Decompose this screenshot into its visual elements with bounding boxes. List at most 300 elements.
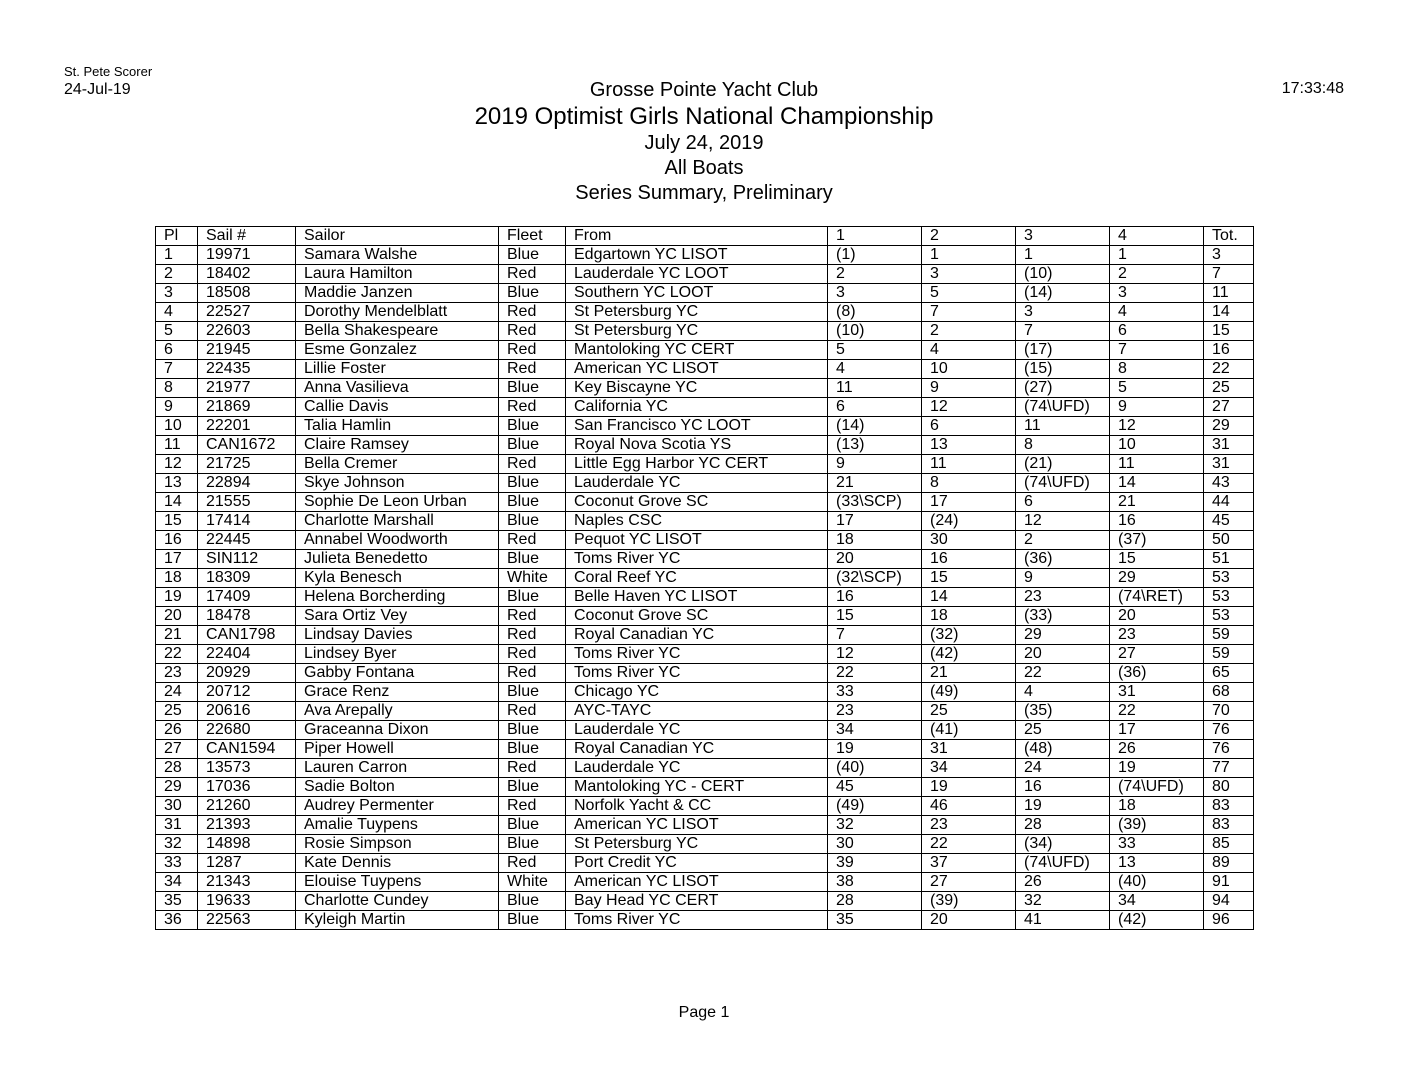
cell-from: Port Credit YC: [566, 854, 828, 873]
cell-race-4: 17: [1110, 721, 1204, 740]
cell-race-4: 23: [1110, 626, 1204, 645]
cell-sailor: Gabby Fontana: [296, 664, 499, 683]
cell-race-1: 35: [828, 911, 922, 930]
cell-sail-number: 19633: [198, 892, 296, 911]
cell-fleet: Blue: [499, 911, 566, 930]
table-row: [156, 892, 1254, 911]
cell-from: Norfolk Yacht & CC: [566, 797, 828, 816]
cell-total: 53: [1204, 569, 1254, 588]
table-row: [156, 778, 1254, 797]
column-header-race-1: 1: [828, 227, 922, 246]
cell-race-1: (14): [828, 417, 922, 436]
cell-from: California YC: [566, 398, 828, 417]
cell-race-2: 9: [922, 379, 1016, 398]
cell-race-2: 31: [922, 740, 1016, 759]
cell-fleet: Red: [499, 455, 566, 474]
cell-place: 34: [156, 873, 198, 892]
cell-fleet: White: [499, 569, 566, 588]
cell-race-2: 3: [922, 265, 1016, 284]
cell-race-1: 38: [828, 873, 922, 892]
column-header-sail-number: Sail #: [198, 227, 296, 246]
cell-race-2: 16: [922, 550, 1016, 569]
cell-sailor: Kyleigh Martin: [296, 911, 499, 930]
cell-sail-number: 17036: [198, 778, 296, 797]
cell-race-1: 15: [828, 607, 922, 626]
cell-race-1: (10): [828, 322, 922, 341]
cell-total: 96: [1204, 911, 1254, 930]
cell-race-1: 19: [828, 740, 922, 759]
cell-race-3: 41: [1016, 911, 1110, 930]
table-row: [156, 664, 1254, 683]
cell-sail-number: CAN1672: [198, 436, 296, 455]
cell-race-2: (24): [922, 512, 1016, 531]
cell-race-1: 34: [828, 721, 922, 740]
cell-place: 15: [156, 512, 198, 531]
cell-race-4: 15: [1110, 550, 1204, 569]
cell-total: 16: [1204, 341, 1254, 360]
header-row: [156, 227, 1254, 246]
cell-race-3: (15): [1016, 360, 1110, 379]
cell-race-3: 26: [1016, 873, 1110, 892]
cell-race-3: (33): [1016, 607, 1110, 626]
cell-total: 51: [1204, 550, 1254, 569]
cell-race-4: 6: [1110, 322, 1204, 341]
cell-sail-number: 14898: [198, 835, 296, 854]
cell-sail-number: 22563: [198, 911, 296, 930]
cell-race-4: 34: [1110, 892, 1204, 911]
cell-place: 14: [156, 493, 198, 512]
table-row: [156, 455, 1254, 474]
cell-fleet: Blue: [499, 512, 566, 531]
cell-race-2: 7: [922, 303, 1016, 322]
cell-sail-number: 21977: [198, 379, 296, 398]
table-row: [156, 740, 1254, 759]
column-header-place: Pl: [156, 227, 198, 246]
cell-race-2: (32): [922, 626, 1016, 645]
cell-place: 3: [156, 284, 198, 303]
cell-from: Royal Canadian YC: [566, 740, 828, 759]
cell-sailor: Audrey Permenter: [296, 797, 499, 816]
cell-from: Pequot YC LISOT: [566, 531, 828, 550]
cell-race-1: 9: [828, 455, 922, 474]
cell-sailor: Julieta Benedetto: [296, 550, 499, 569]
cell-sail-number: 22680: [198, 721, 296, 740]
cell-race-3: 4: [1016, 683, 1110, 702]
cell-place: 22: [156, 645, 198, 664]
cell-race-2: 34: [922, 759, 1016, 778]
cell-from: Coconut Grove SC: [566, 607, 828, 626]
cell-fleet: Red: [499, 398, 566, 417]
cell-place: 7: [156, 360, 198, 379]
cell-race-2: 23: [922, 816, 1016, 835]
table-row: [156, 854, 1254, 873]
cell-total: 14: [1204, 303, 1254, 322]
cell-from: American YC LISOT: [566, 816, 828, 835]
table-row: [156, 531, 1254, 550]
cell-total: 77: [1204, 759, 1254, 778]
cell-race-4: 7: [1110, 341, 1204, 360]
cell-from: Coconut Grove SC: [566, 493, 828, 512]
cell-sailor: Lindsey Byer: [296, 645, 499, 664]
table-row: [156, 816, 1254, 835]
cell-race-3: 11: [1016, 417, 1110, 436]
column-header-from: From: [566, 227, 828, 246]
cell-race-1: (40): [828, 759, 922, 778]
cell-race-2: 10: [922, 360, 1016, 379]
cell-race-1: 21: [828, 474, 922, 493]
cell-total: 45: [1204, 512, 1254, 531]
cell-fleet: Blue: [499, 816, 566, 835]
cell-race-3: (74\UFD): [1016, 474, 1110, 493]
table-row: [156, 379, 1254, 398]
cell-sail-number: 19971: [198, 246, 296, 265]
cell-sail-number: 17409: [198, 588, 296, 607]
cell-race-1: 45: [828, 778, 922, 797]
cell-sail-number: 18508: [198, 284, 296, 303]
cell-from: Southern YC LOOT: [566, 284, 828, 303]
cell-fleet: Blue: [499, 683, 566, 702]
cell-race-3: (21): [1016, 455, 1110, 474]
cell-race-4: (74\UFD): [1110, 778, 1204, 797]
cell-sail-number: 22445: [198, 531, 296, 550]
cell-from: Chicago YC: [566, 683, 828, 702]
cell-race-3: (34): [1016, 835, 1110, 854]
cell-sailor: Elouise Tuypens: [296, 873, 499, 892]
cell-sailor: Anna Vasilieva: [296, 379, 499, 398]
cell-race-2: 27: [922, 873, 1016, 892]
cell-race-3: (36): [1016, 550, 1110, 569]
cell-race-3: 32: [1016, 892, 1110, 911]
cell-from: Royal Nova Scotia YS: [566, 436, 828, 455]
cell-race-2: 6: [922, 417, 1016, 436]
cell-race-2: (49): [922, 683, 1016, 702]
cell-race-4: 4: [1110, 303, 1204, 322]
cell-total: 27: [1204, 398, 1254, 417]
cell-sail-number: 18478: [198, 607, 296, 626]
cell-total: 31: [1204, 455, 1254, 474]
cell-race-1: 3: [828, 284, 922, 303]
results-table: [155, 226, 1254, 930]
cell-race-4: 27: [1110, 645, 1204, 664]
cell-race-3: 19: [1016, 797, 1110, 816]
cell-race-3: (48): [1016, 740, 1110, 759]
cell-race-4: 19: [1110, 759, 1204, 778]
cell-race-3: 8: [1016, 436, 1110, 455]
cell-race-2: 46: [922, 797, 1016, 816]
cell-from: St Petersburg YC: [566, 835, 828, 854]
cell-fleet: Blue: [499, 474, 566, 493]
cell-race-4: 21: [1110, 493, 1204, 512]
cell-race-1: 11: [828, 379, 922, 398]
cell-sail-number: CAN1594: [198, 740, 296, 759]
table-row: [156, 246, 1254, 265]
cell-fleet: Blue: [499, 778, 566, 797]
cell-sailor: Sadie Bolton: [296, 778, 499, 797]
cell-place: 36: [156, 911, 198, 930]
cell-place: 35: [156, 892, 198, 911]
cell-race-4: 33: [1110, 835, 1204, 854]
cell-sailor: Skye Johnson: [296, 474, 499, 493]
cell-fleet: Red: [499, 322, 566, 341]
cell-from: Mantoloking YC CERT: [566, 341, 828, 360]
cell-sailor: Grace Renz: [296, 683, 499, 702]
cell-fleet: Blue: [499, 436, 566, 455]
cell-fleet: Blue: [499, 493, 566, 512]
cell-race-4: 12: [1110, 417, 1204, 436]
cell-fleet: Red: [499, 854, 566, 873]
cell-from: Bay Head YC CERT: [566, 892, 828, 911]
cell-place: 1: [156, 246, 198, 265]
cell-race-3: 2: [1016, 531, 1110, 550]
table-row: [156, 835, 1254, 854]
table-row: [156, 911, 1254, 930]
cell-race-4: 2: [1110, 265, 1204, 284]
cell-race-2: 22: [922, 835, 1016, 854]
cell-sail-number: 20616: [198, 702, 296, 721]
cell-from: American YC LISOT: [566, 873, 828, 892]
cell-from: American YC LISOT: [566, 360, 828, 379]
cell-from: Lauderdale YC LOOT: [566, 265, 828, 284]
cell-race-1: 32: [828, 816, 922, 835]
cell-place: 25: [156, 702, 198, 721]
cell-total: 83: [1204, 797, 1254, 816]
cell-sailor: Callie Davis: [296, 398, 499, 417]
cell-race-1: (49): [828, 797, 922, 816]
cell-sail-number: 22435: [198, 360, 296, 379]
cell-sailor: Sophie De Leon Urban: [296, 493, 499, 512]
cell-total: 94: [1204, 892, 1254, 911]
cell-fleet: Red: [499, 645, 566, 664]
cell-race-3: 22: [1016, 664, 1110, 683]
cell-place: 4: [156, 303, 198, 322]
cell-race-2: 1: [922, 246, 1016, 265]
cell-sailor: Esme Gonzalez: [296, 341, 499, 360]
cell-total: 44: [1204, 493, 1254, 512]
cell-from: Toms River YC: [566, 664, 828, 683]
cell-fleet: Red: [499, 702, 566, 721]
cell-race-1: 16: [828, 588, 922, 607]
cell-race-1: 33: [828, 683, 922, 702]
cell-race-3: (74\UFD): [1016, 854, 1110, 873]
cell-race-4: 22: [1110, 702, 1204, 721]
cell-fleet: Red: [499, 531, 566, 550]
cell-race-2: 13: [922, 436, 1016, 455]
cell-total: 83: [1204, 816, 1254, 835]
cell-fleet: Red: [499, 303, 566, 322]
cell-sailor: Lauren Carron: [296, 759, 499, 778]
cell-sail-number: 18309: [198, 569, 296, 588]
cell-race-2: 15: [922, 569, 1016, 588]
cell-fleet: Red: [499, 797, 566, 816]
club-name: Grosse Pointe Yacht Club: [589, 79, 819, 101]
cell-sailor: Laura Hamilton: [296, 265, 499, 284]
cell-sail-number: 17414: [198, 512, 296, 531]
division-name: All Boats: [664, 157, 744, 179]
cell-race-1: 22: [828, 664, 922, 683]
table-row: [156, 550, 1254, 569]
cell-race-3: 20: [1016, 645, 1110, 664]
cell-place: 12: [156, 455, 198, 474]
cell-sail-number: 21725: [198, 455, 296, 474]
cell-race-3: 24: [1016, 759, 1110, 778]
cell-sail-number: 1287: [198, 854, 296, 873]
table-row: [156, 265, 1254, 284]
cell-sail-number: 22894: [198, 474, 296, 493]
cell-from: Lauderdale YC: [566, 721, 828, 740]
cell-race-1: 30: [828, 835, 922, 854]
cell-total: 22: [1204, 360, 1254, 379]
cell-race-2: 19: [922, 778, 1016, 797]
cell-race-4: (39): [1110, 816, 1204, 835]
cell-fleet: Blue: [499, 417, 566, 436]
cell-total: 53: [1204, 607, 1254, 626]
table-row: [156, 721, 1254, 740]
cell-from: Royal Canadian YC: [566, 626, 828, 645]
cell-race-3: 29: [1016, 626, 1110, 645]
cell-sail-number: 20929: [198, 664, 296, 683]
cell-race-3: 1: [1016, 246, 1110, 265]
cell-place: 29: [156, 778, 198, 797]
cell-race-1: 23: [828, 702, 922, 721]
cell-race-3: 9: [1016, 569, 1110, 588]
cell-race-3: 25: [1016, 721, 1110, 740]
cell-fleet: Blue: [499, 721, 566, 740]
cell-race-4: (74\RET): [1110, 588, 1204, 607]
cell-sail-number: 21945: [198, 341, 296, 360]
cell-sailor: Helena Borcherding: [296, 588, 499, 607]
cell-place: 32: [156, 835, 198, 854]
cell-fleet: Red: [499, 360, 566, 379]
cell-race-1: (8): [828, 303, 922, 322]
cell-race-2: 5: [922, 284, 1016, 303]
cell-sailor: Kate Dennis: [296, 854, 499, 873]
cell-race-2: 8: [922, 474, 1016, 493]
cell-sail-number: 22527: [198, 303, 296, 322]
cell-sailor: Ava Arepally: [296, 702, 499, 721]
cell-place: 16: [156, 531, 198, 550]
cell-total: 3: [1204, 246, 1254, 265]
cell-sailor: Graceanna Dixon: [296, 721, 499, 740]
cell-race-3: 28: [1016, 816, 1110, 835]
cell-sailor: Talia Hamlin: [296, 417, 499, 436]
column-header-fleet: Fleet: [499, 227, 566, 246]
cell-race-3: 6: [1016, 493, 1110, 512]
cell-sail-number: 21343: [198, 873, 296, 892]
cell-total: 25: [1204, 379, 1254, 398]
cell-race-3: (14): [1016, 284, 1110, 303]
cell-sailor: Lillie Foster: [296, 360, 499, 379]
cell-race-1: (32\SCP): [828, 569, 922, 588]
cell-race-3: (10): [1016, 265, 1110, 284]
cell-sail-number: CAN1798: [198, 626, 296, 645]
cell-sail-number: 22603: [198, 322, 296, 341]
cell-total: 89: [1204, 854, 1254, 873]
cell-race-1: 2: [828, 265, 922, 284]
cell-race-3: (27): [1016, 379, 1110, 398]
cell-place: 24: [156, 683, 198, 702]
cell-race-3: (35): [1016, 702, 1110, 721]
cell-total: 91: [1204, 873, 1254, 892]
column-header-total: Tot.: [1204, 227, 1254, 246]
cell-race-4: 16: [1110, 512, 1204, 531]
cell-place: 20: [156, 607, 198, 626]
cell-sail-number: 21555: [198, 493, 296, 512]
column-header-race-3: 3: [1016, 227, 1110, 246]
cell-race-1: 12: [828, 645, 922, 664]
cell-race-3: 7: [1016, 322, 1110, 341]
cell-race-1: 5: [828, 341, 922, 360]
cell-fleet: Red: [499, 664, 566, 683]
cell-race-4: 13: [1110, 854, 1204, 873]
cell-race-1: 7: [828, 626, 922, 645]
cell-total: 15: [1204, 322, 1254, 341]
cell-race-4: 5: [1110, 379, 1204, 398]
cell-race-4: 1: [1110, 246, 1204, 265]
cell-sailor: Piper Howell: [296, 740, 499, 759]
cell-place: 13: [156, 474, 198, 493]
cell-fleet: Blue: [499, 379, 566, 398]
cell-total: 59: [1204, 645, 1254, 664]
cell-total: 68: [1204, 683, 1254, 702]
cell-from: Key Biscayne YC: [566, 379, 828, 398]
cell-place: 17: [156, 550, 198, 569]
cell-race-4: 20: [1110, 607, 1204, 626]
cell-place: 26: [156, 721, 198, 740]
print-date: 24-Jul-19: [64, 81, 131, 98]
cell-race-4: 3: [1110, 284, 1204, 303]
cell-place: 33: [156, 854, 198, 873]
cell-place: 28: [156, 759, 198, 778]
column-header-race-4: 4: [1110, 227, 1204, 246]
cell-race-1: 6: [828, 398, 922, 417]
cell-race-1: 18: [828, 531, 922, 550]
cell-from: Lauderdale YC: [566, 759, 828, 778]
cell-place: 31: [156, 816, 198, 835]
table-row: [156, 645, 1254, 664]
cell-place: 2: [156, 265, 198, 284]
cell-race-4: (37): [1110, 531, 1204, 550]
event-date: July 24, 2019: [644, 132, 764, 154]
table-row: [156, 322, 1254, 341]
cell-from: Coral Reef YC: [566, 569, 828, 588]
cell-race-4: 14: [1110, 474, 1204, 493]
cell-total: 76: [1204, 721, 1254, 740]
cell-sail-number: 21869: [198, 398, 296, 417]
cell-race-4: (36): [1110, 664, 1204, 683]
table-row: [156, 360, 1254, 379]
cell-total: 11: [1204, 284, 1254, 303]
cell-total: 50: [1204, 531, 1254, 550]
results-body: [156, 246, 1254, 930]
cell-fleet: Blue: [499, 588, 566, 607]
cell-race-1: 20: [828, 550, 922, 569]
cell-race-2: 20: [922, 911, 1016, 930]
cell-sailor: Maddie Janzen: [296, 284, 499, 303]
table-row: [156, 588, 1254, 607]
cell-fleet: Blue: [499, 835, 566, 854]
cell-race-1: 4: [828, 360, 922, 379]
cell-race-4: 10: [1110, 436, 1204, 455]
cell-total: 29: [1204, 417, 1254, 436]
cell-from: Edgartown YC LISOT: [566, 246, 828, 265]
cell-race-2: 21: [922, 664, 1016, 683]
cell-fleet: Red: [499, 759, 566, 778]
cell-race-2: (39): [922, 892, 1016, 911]
cell-sailor: Lindsay Davies: [296, 626, 499, 645]
cell-race-1: 28: [828, 892, 922, 911]
cell-place: 18: [156, 569, 198, 588]
cell-from: Lauderdale YC: [566, 474, 828, 493]
